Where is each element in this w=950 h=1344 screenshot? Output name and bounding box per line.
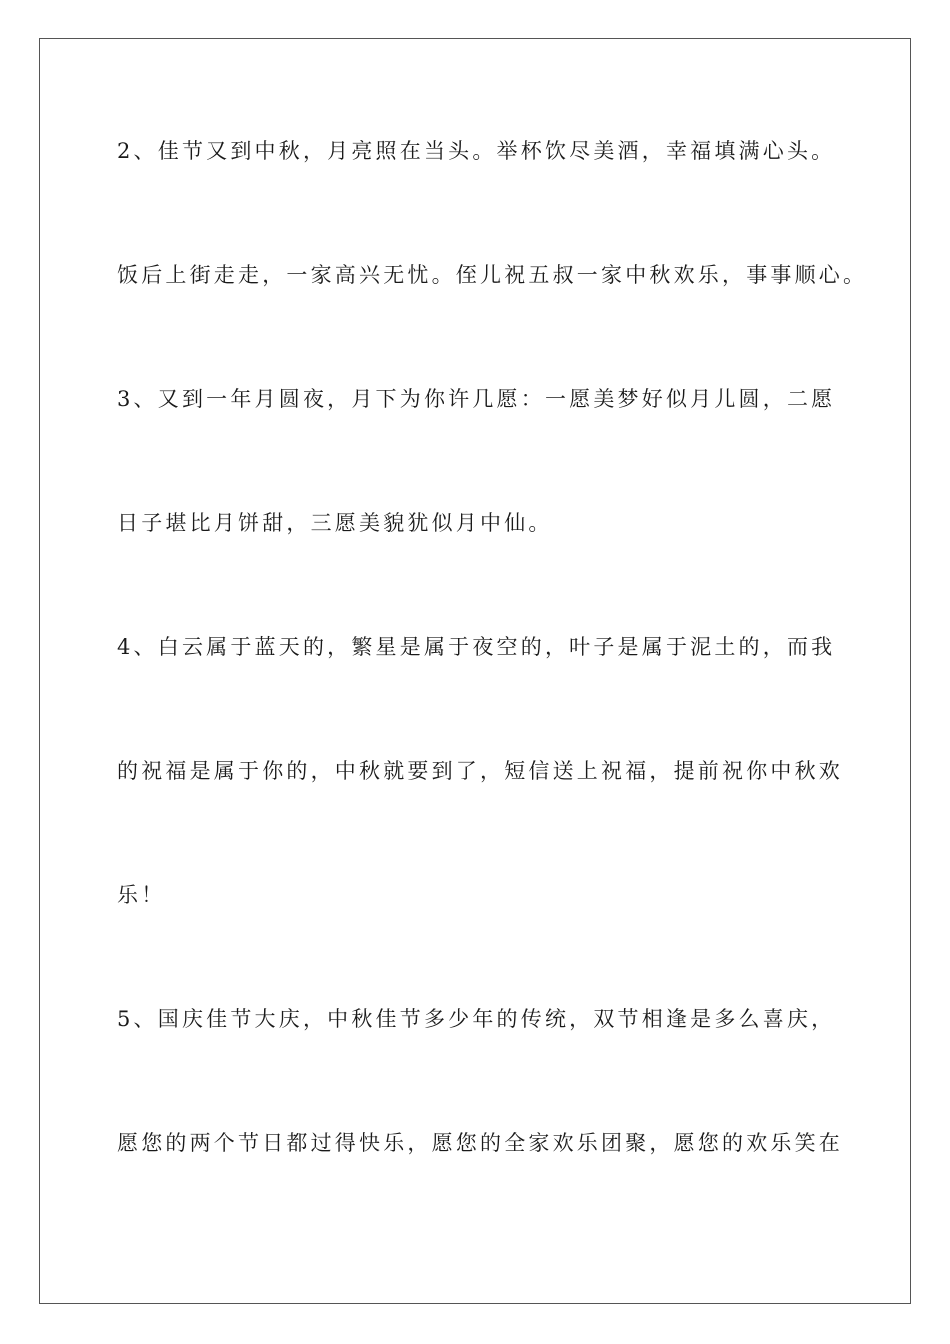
text-line: 日子堪比月饼甜，三愿美貌犹似月中仙。 <box>117 511 553 535</box>
text-line: 的祝福是属于你的，中秋就要到了，短信送上祝福，提前祝你中秋欢 <box>117 759 843 783</box>
text-line: 乐！ <box>117 883 166 907</box>
text-line: 4、白云属于蓝天的，繁星是属于夜空的，叶子是属于泥土的，而我 <box>117 635 836 659</box>
text-line: 饭后上街走走，一家高兴无忧。侄儿祝五叔一家中秋欢乐，事事顺心。 <box>117 263 868 287</box>
text-line: 愿您的两个节日都过得快乐，愿您的全家欢乐团聚，愿您的欢乐笑在 <box>117 1131 843 1155</box>
page-border <box>39 38 911 1304</box>
text-line: 5、国庆佳节大庆，中秋佳节多少年的传统，双节相逢是多么喜庆， <box>117 1007 836 1031</box>
text-line: 2、佳节又到中秋，月亮照在当头。举杯饮尽美酒，幸福填满心头。 <box>117 139 836 163</box>
text-line: 3、又到一年月圆夜，月下为你许几愿：一愿美梦好似月儿圆，二愿 <box>117 387 836 411</box>
